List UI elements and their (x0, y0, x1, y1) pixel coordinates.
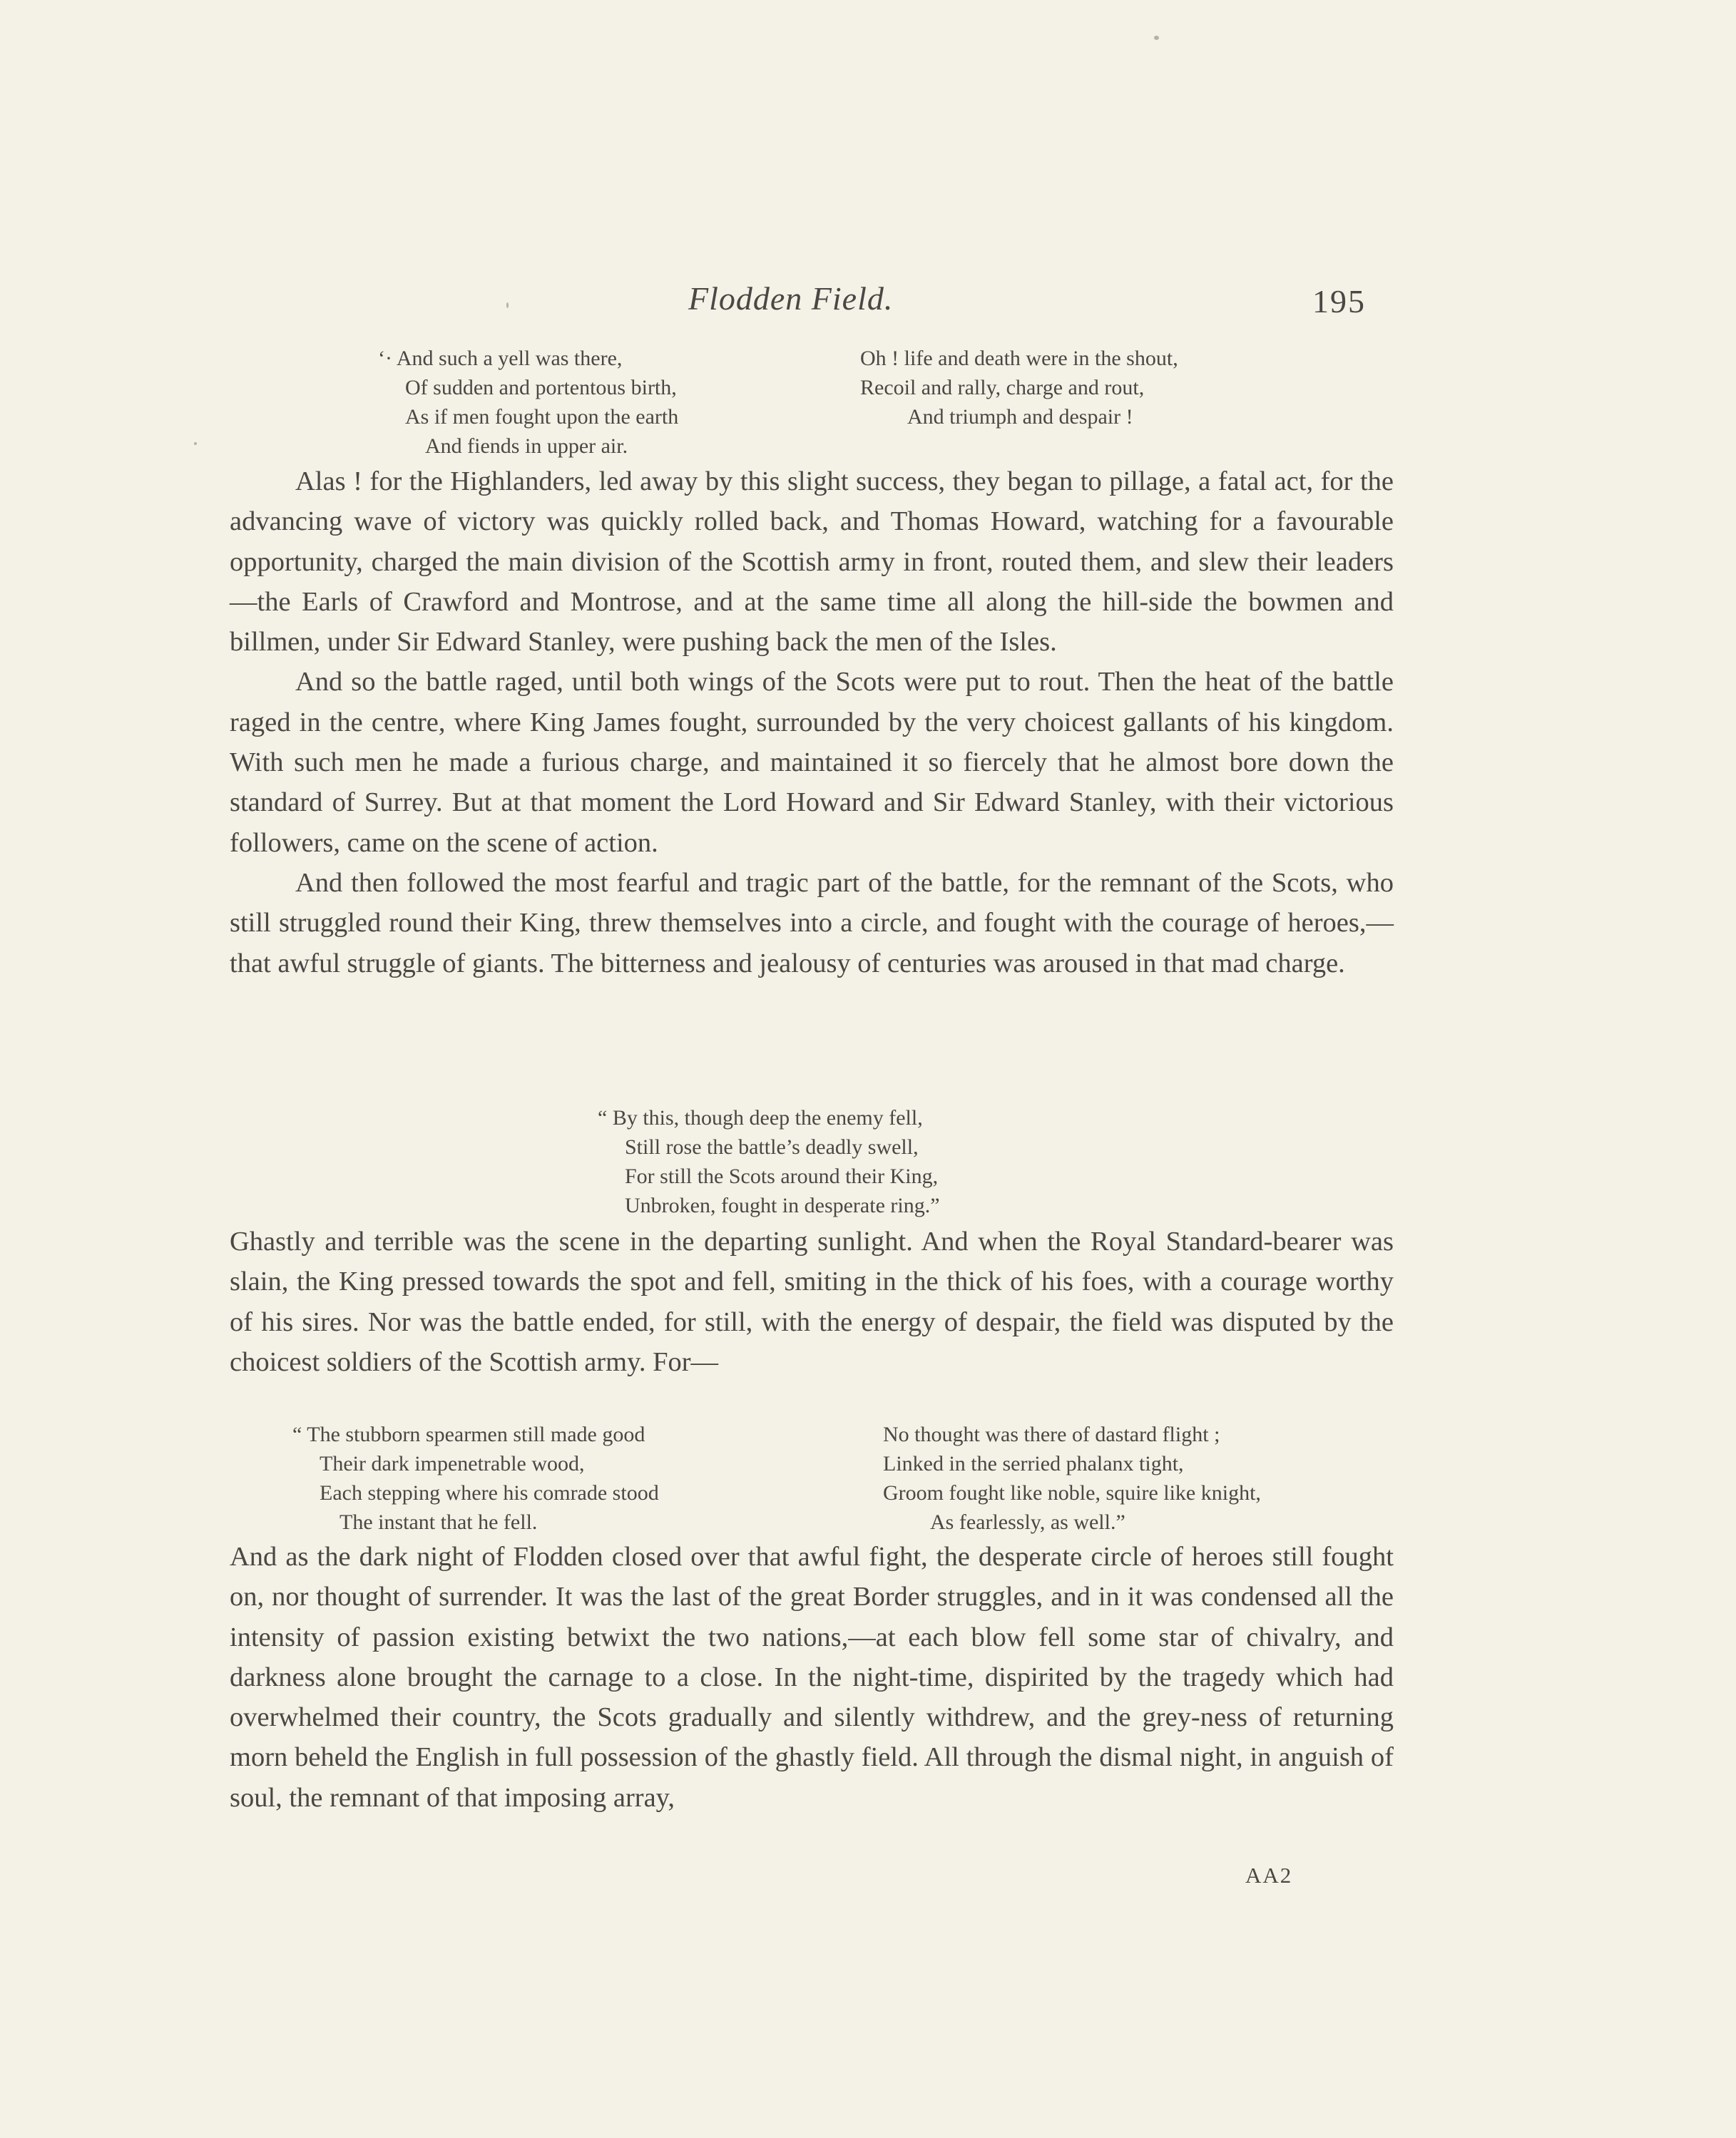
verse-quote-1-right (860, 344, 1178, 431)
verse-quote-3-left (292, 1420, 659, 1537)
paragraph: Ghastly and terrible was the scene in the departing sunlight. And when the Royal Standard-bearer was slain, the King pressed towards the spot and fell, smiting in the thick of his foes, with a courage worthy of his sires. Nor was the battle ended, for still, with the energy of despair, the field was disputed by the choicest soldiers of the Scottish army. For— (230, 1227, 1394, 1377)
verse-line: Recoil and rally, charge and rout, (860, 376, 1145, 399)
prose-block-2 (230, 1222, 1394, 1382)
verse-line: As fearlessly, as well.” (930, 1510, 1125, 1534)
verse-line: Groom fought like noble, squire like knight, (883, 1481, 1261, 1505)
signature-mark: AA2 (1245, 1863, 1293, 1888)
page-number: 195 (1312, 283, 1366, 319)
verse-line: And fiends in upper air. (425, 434, 628, 458)
verse-quote-3-right (883, 1420, 1261, 1537)
verse-line: For still the Scots around their King, (625, 1165, 939, 1188)
verse-line: As if men fought upon the earth (405, 405, 679, 429)
prose-block-3 (230, 1537, 1394, 1818)
verse-line: Oh ! life and death were in the shout, (860, 347, 1178, 370)
verse-quote-1-left (378, 344, 678, 461)
paper-speck (1154, 36, 1159, 40)
paragraph: And then followed the most fearful and tragic part of the battle, for the remnant of the Scots, who still struggled round their King, threw themselves into a circle, and fought with the courage of heroes,—that awful struggle of giants. The bitterness and jealousy of centuries was aroused in that mad charge. (230, 867, 1394, 978)
verse-line: No thought was there of dastard flight ; (883, 1423, 1220, 1446)
verse-quote-2 (598, 1103, 940, 1220)
verse-line: Each stepping where his comrade stood (320, 1481, 659, 1505)
verse-line: Of sudden and portentous birth, (405, 376, 677, 399)
verse-line: ‘· And such a yell was there, (378, 347, 623, 370)
verse-line: “ The stubborn spearmen still made good (292, 1423, 645, 1446)
verse-line: Unbroken, fought in desperate ring.” (625, 1194, 940, 1217)
running-title: Flodden Field. (688, 280, 894, 317)
paper-speck (506, 302, 509, 308)
paragraph: And as the dark night of Flodden closed over that awful fight, the desperate circle of heroes still fought on, nor thought of surrender. It was the last of the great Border struggles, and in it was condensed all the intensity of passion existing betwixt the two nations,—at each blow fell some star of chivalry, and darkness alone brought the carnage to a close. In the night-time, dispirited by the tragedy which had overwhelmed their country, the Scots gradually and silently withdrew, and the grey-ness of returning morn beheld the English in full possession of the ghastly field. All through the dismal night, in anguish of soul, the remnant of that imposing array, (230, 1542, 1394, 1813)
paper-speck (194, 442, 197, 445)
paragraph: And so the battle raged, until both wings of the Scots were put to rout. Then the heat of the battle raged in the centre, where King James fought, surrounded by the very choicest gallants of his kingdom. With such men he made a furious charge, and maintained it so fiercely that he almost bore down the standard of Surrey. But at that moment the Lord Howard and Sir Edward Stanley, with their victorious followers, came on the scene of action. (230, 667, 1394, 858)
verse-line: Their dark impenetrable wood, (320, 1452, 585, 1475)
verse-line: “ By this, though deep the enemy fell, (598, 1106, 923, 1130)
running-head (0, 280, 1736, 322)
verse-line: And triumph and despair ! (907, 405, 1133, 429)
paragraph: Alas ! for the Highlanders, led away by this slight success, they began to pillage, a fatal act, for the advancing wave of victory was quickly rolled back, and Thomas Howard, watching for a favourable opportunity, charged the main division of the Scottish army in front, routed them, and slew their leaders—the Earls of Crawford and Montrose, and at the same time all along the hill-side the bowmen and billmen, under Sir Edward Stanley, were pushing back the men of the Isles. (230, 466, 1394, 658)
verse-line: Still rose the battle’s deadly swell, (625, 1135, 919, 1159)
prose-block-1 (230, 461, 1394, 983)
verse-line: The instant that he fell. (339, 1510, 538, 1534)
verse-line: Linked in the serried phalanx tight, (883, 1452, 1184, 1475)
